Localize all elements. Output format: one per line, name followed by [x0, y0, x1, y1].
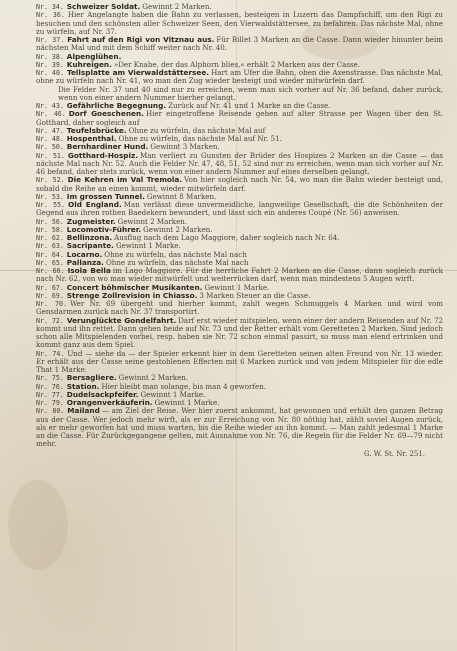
entry-text: Ohne zu würfeln, das nächste Mal nach — [104, 249, 247, 259]
entry-text: Ohne zu würfeln, das nächste Mal auf Nr. 51. — [118, 134, 282, 143]
entry-number: Nr. 63. — [36, 242, 64, 251]
entry-number: Nr. 69. — [36, 291, 64, 300]
entry-text: Ohne zu würfeln, das nächste Mal nach — [105, 257, 249, 267]
entry-number: Nr. 55. — [36, 201, 66, 209]
entry-number: Nr. 58. — [36, 225, 64, 234]
entry-number: Nr. 48. — [36, 135, 64, 143]
document-signature: G. W. St. Nr. 251. — [363, 449, 425, 458]
entry-number: Nr. 53. — [36, 192, 64, 201]
entry-text: Hier bleibt man solange, bis man 4 geworfen. — [101, 381, 267, 391]
entry-text: Man verliert zu Gunsten der Brüder des Hospizes 2 Marken an die Casse — das nächste Mal nach Nr. 52. Auch die Felder Nr. 47, 48, 51, 52 sind nur zu erreichen, wenn man sich vorher auf Nr. 46 befand, daher stets zurück, wenn von einer andern Nummer auf eines derselben gelangt. — [36, 150, 443, 176]
entry-text: Gewinnt 2 Marken. — [118, 373, 189, 383]
entry-text: Man verlässt diese unvermeidliche, langweilige Gesellschaft, die die Schönheiten der Gegend aus ihren rothen Baedekern bewundert, und lässt sich ein anderes Coupé (Nr. 56) anweisen. — [36, 200, 443, 218]
entry-title: Dorf Goeschenen. — [68, 109, 144, 119]
entry-title: Im grossen Tunnel. — [66, 191, 145, 201]
entry-number: Nr. 39. — [36, 60, 64, 69]
entry-number: Nr. 37. — [36, 36, 65, 44]
entry-text: Wer Nr. 69 übergeht und hierher kommt, zahlt wegen Schmuggels 4 Marken und wird vom Gensdarmen zurück nach Nr. 37 transportirt. — [36, 299, 443, 317]
entry-number: Nr. 65. — [36, 258, 64, 267]
entry-title: Pallanza. — [66, 257, 104, 267]
entry-number: Nr. 51. — [36, 151, 65, 160]
entry-number: Nr. 72. — [36, 316, 64, 325]
entry-title: Gotthard-Hospiz. — [67, 150, 139, 160]
entry-title: Zugmeister. — [66, 216, 116, 226]
entry-title: Hospenthal. — [66, 134, 117, 143]
entry-number: Nr. 43. — [36, 102, 64, 110]
entry-text: Gewinnt 1 Marke. — [140, 389, 206, 399]
entry-number: Nr. 47. — [36, 126, 64, 135]
entry-text: Die Felder Nr. 37 und 40 sind nur zu erreichen, wenn man sich vorher auf Nr. 36 befand, daher zurück, wenn von einer andern Nummer hierher gelangt. — [58, 84, 443, 102]
entry-number: Nr. 56. — [36, 217, 64, 226]
entry-text: Gewinnt 1 Marke. — [115, 241, 181, 251]
entry-title: Verunglückte Gondelfahrt. — [66, 315, 177, 325]
entry-title: Fahrt auf den Rigi von Vitznau aus. — [67, 35, 215, 44]
entry-number: Nr. 80. — [36, 407, 65, 416]
entry-title: Locarno. — [66, 249, 103, 259]
rule-entry — [36, 69, 443, 86]
entry-text: Gewinnt 1 Marke. — [154, 398, 220, 407]
entry-text: 3 Marken Steuer an die Casse. — [199, 290, 311, 300]
entry-text: »Der Knabe, der das Alphorn blies,« erhält 2 Marken aus der Casse. — [113, 59, 361, 69]
entry-text: Gewinnt 8 Marken. — [146, 191, 217, 201]
paper-stain — [8, 480, 68, 570]
entry-title: Orangenverkäuferin. — [66, 398, 153, 407]
entry-title: Bernhardiner Hund. — [66, 142, 149, 152]
entry-title: Dudelsackpfeifer. — [66, 389, 139, 399]
rule-entry — [36, 267, 443, 284]
entry-title: Die Kehren im Val Tremola. — [67, 175, 183, 185]
rule-entry — [36, 407, 443, 448]
entry-text: Darf erst wieder mitspielen, wenn einer der andern Reisenden auf Nr. 72 kommt und ihn rettet. Dann gehen beide auf Nr. 73 und der Retter erhält vom Geretteten 2 Marken. Sind jedoch schon alle Mitspielenden vorbei, resp. haben sie Nr. 72 schon einmal passirt, so muss man elend ertrinken und kommt ganz aus dem Spiel. — [36, 315, 443, 350]
entry-text: Hart am Ufer die Bahn, oben die Axenstrasse. Das nächste Mal, ohne zu würfeln nach Nr. 41, wo man den Zug wieder besteigt und wieder mitwürfeln darf. — [36, 68, 443, 86]
rule-entry — [36, 36, 443, 53]
entry-title: Bellinzona. — [66, 233, 113, 242]
entry-number: Nr. 79. — [36, 399, 64, 407]
entry-title: Station. — [66, 381, 100, 391]
entry-title: Tellsplatte am Vierwaldstättersee. — [66, 68, 210, 77]
entry-number: Nr. 64. — [36, 250, 64, 259]
entry-number: Nr. 40. — [36, 69, 64, 77]
entry-number: Nr. 75. — [36, 374, 64, 383]
rule-entry — [36, 176, 443, 193]
entry-number: Nr. 76. — [36, 382, 64, 391]
entry-title: Locomotiv-Führer. — [66, 224, 142, 234]
entry-number: Nr. 77. — [36, 390, 64, 399]
rules-list — [36, 3, 443, 449]
entry-number: Nr. 62. — [36, 234, 64, 242]
entry-text: Hier eingetroffene Reisende gehen auf alter Strasse per Wagen über den St. Gotthard, daher sogleich auf — [36, 109, 443, 127]
rule-entry — [36, 152, 443, 177]
entry-title: Teufelsbrücke. — [66, 125, 127, 135]
entry-text: im Lago Maggiore. Für die herrliche Fahrt 2 Marken an die Casse, dann sogleich zurück nach Nr. 62, von wo man wieder mitwürfelt und weiterrücken darf, wenn man mindestens 5 Augen wirft. — [36, 266, 443, 284]
entry-number: Nr. 52. — [36, 176, 65, 185]
entry-number: Nr. 67. — [36, 283, 64, 292]
entry-text: Gewinnt 2 Marken. — [142, 2, 212, 11]
entry-number: Nr. 34. — [36, 3, 64, 11]
rule-entry — [36, 201, 443, 218]
entry-title: Concert böhmischer Musikanten. — [66, 282, 203, 292]
entry-text: Von hier sogleich nach Nr. 54, wo man die Bahn wieder besteigt und, sobald die Reihe an einen kommt, wieder mitwürfeln darf. — [36, 175, 443, 193]
rule-entry — [36, 317, 443, 350]
entry-title: Schweizer Soldat. — [66, 2, 141, 11]
rule-entry — [36, 350, 443, 375]
entry-title: Gefährliche Begegnung. — [66, 101, 167, 110]
rule-entry — [36, 110, 443, 127]
rule-entry — [36, 11, 443, 36]
entry-text: — am Ziel der Reise. Wer hier zuerst ankommt, hat gewonnen und erhält den ganzen Betrag aus der Casse. Wer jedoch mehr wirft, als er zur Erreichung von Nr. 80 nöthig hat, zählt soviel Augen zurück, als er mehr geworfen hat und muss warten, bis die Reihe wieder an ihn kommt. — Man zahlt jedesmal 1 Marke an die Casse. Für Zurückgegangene gelten, mit Ausnahme von Nr. 76, die Regeln für die Felder Nr. 69—79 nicht mehr. — [36, 406, 443, 449]
entry-text: Gewinnt 2 Marken. — [117, 216, 188, 226]
entry-text: Zurück auf Nr. 41 und 1 Marke an die Casse. — [168, 101, 331, 110]
entry-text: Ausflug nach dem Lago Maggiore, daher sogleich nach Nr. 64. — [114, 233, 340, 242]
entry-number: Nr. 38. — [36, 52, 64, 61]
entry-title: Bersagliere. — [66, 373, 117, 383]
entry-text: Ohne zu würfeln, das nächste Mal auf — [128, 125, 266, 135]
entry-text: Gewinnt 3 Marken. — [150, 142, 220, 152]
entry-text: Für Billet 3 Marken an die Casse. Dann wieder hinunter beim nächsten Mal und mit dem Schiff weiter nach Nr. 40. — [36, 35, 443, 53]
entry-number: Nr. 46. — [36, 110, 66, 119]
entry-number: Nr. 36. — [36, 11, 65, 20]
entry-title: Sacripante. — [66, 241, 114, 251]
entry-number: Nr. 66. — [36, 267, 65, 275]
entry-text: Und — siehe da — der Spieler erkennt hier in dem Geretteten seinen alten Freund von Nr. 13 wieder. Er erhält aus der Casse seine gestohlenen Effecten mit 6 Marken zurück und von jedem Mitspieler für die edle That 1 Marke. — [36, 348, 443, 374]
entry-title: Old England. — [68, 200, 122, 209]
entry-title: Isola Bella — [67, 266, 111, 275]
entry-title: Mailand — [67, 406, 100, 416]
entry-text: Gewinnt 2 Marken. — [143, 224, 213, 234]
entry-title: Kuhreigen. — [66, 59, 112, 69]
entry-text: Hier Angelangte haben die Bahn zu verlassen, besteigen in Luzern das Dampfschiff, um den Rigi zu besuchen und den schönsten aller Schweizer Seen, den Vierwaldstättersee, zu befahren. Das nächste Mal, ohne zu würfeln, auf Nr. 37. — [36, 10, 443, 36]
rule-entry — [36, 86, 443, 103]
entry-title: Alpenglühen. — [66, 51, 122, 61]
entry-number: Nr. 50. — [36, 143, 64, 152]
entry-text: Gewinnt 1 Marke. — [204, 282, 270, 292]
entry-title: Strenge Zollrevision in Chiasso. — [66, 290, 198, 300]
entry-number: Nr. 70. — [36, 300, 67, 308]
entry-number: Nr. 74. — [36, 349, 65, 358]
rule-entry — [36, 300, 443, 317]
